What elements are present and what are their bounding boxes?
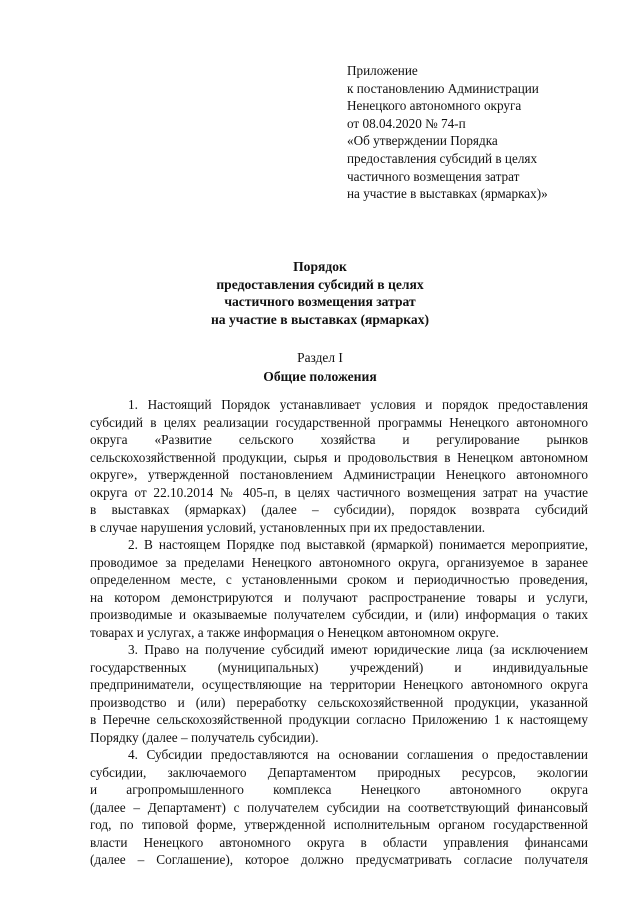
appendix-line: Ненецкого автономного округа [347,98,522,114]
text-line: округе», утвержденной постановлением Администрации Ненецкого автономного [90,467,588,482]
text-line: определенном месте, с установленными сроком и периодичностью проведения, [90,572,588,587]
title-line: частичного возмещения затрат [224,294,416,310]
text-line: (далее – Соглашение), которое должно предусматривать согласие получателя [90,852,588,867]
appendix-header [347,62,548,203]
text-line: год, по типовой форме, утвержденной исполнительным органом государственной [90,817,588,832]
text-line: на котором демонстрируются и получают распространение товары и услуги, [90,589,588,605]
text-line: (далее – Департамент) с получателем субсидии на соответствующий финансовый [90,799,588,815]
title-line: предоставления субсидий в целях [216,276,424,292]
text-line: производство и (или) переработку сельскохозяйственной продукции, указанной [90,694,588,710]
text-line: 1. Настоящий Порядок устанавливает условия и порядок предоставления [128,397,588,412]
text-line: власти Ненецкого автономного округа в области управления финансами [90,834,588,850]
text-line: в выставках (ярмарках) (далее – субсидии), порядок возврата субсидий [90,502,588,517]
text-line: Порядку (далее – получатель субсидии). [90,729,319,745]
paragraph-4 [90,746,588,869]
text-line: товарах и услугах, а также информация о Ненецком автономном округе. [90,624,499,640]
appendix-line: Приложение [347,63,418,78]
appendix-line: частичного возмещения затрат [347,168,520,184]
paragraph-3 [90,641,588,746]
text-line: 3. Право на получение субсидий имеют юридические лица (за исключением [128,642,588,657]
appendix-line: «Об утверждении Порядка [347,133,498,149]
document-body [90,396,588,869]
paragraph-2 [90,536,588,641]
section-number: Раздел I [297,350,343,365]
text-line: округа «Развитие сельского хозяйства и регулирование рынков [90,432,588,447]
text-line: предприниматели, осуществляющие на территории Ненецкого автономного округа [90,677,588,692]
text-line: 2. В настоящем Порядке под выставкой (ярмаркой) понимается мероприятие, [128,537,588,552]
text-line: проводимое за пределами Ненецкого автономного округа, организуемое в заранее [90,554,588,570]
text-line: и агропромышленного комплекса Ненецкого автономного округа [90,782,588,797]
appendix-line: к постановлению Администрации [347,80,539,96]
text-line: субсидии, заключаемого Департаментом природных ресурсов, экологии [90,764,588,780]
text-line: сельскохозяйственной продукции, сырья и продовольствия в Ненецком автономном [90,449,588,465]
appendix-line: на участие в выставках (ярмарках)» [347,186,548,202]
text-line: субсидий в целях реализации государственной программы Ненецкого автономного [90,414,588,430]
text-line: производимые и оказываемые получателем субсидии, и (или) информация о таких [90,607,588,622]
text-line: 4. Субсидии предоставляются на основании соглашения о предоставлении [128,747,588,762]
text-line: в Перечне сельскохозяйственной продукции согласно Приложению 1 к настоящему [90,712,588,727]
appendix-line: предоставления субсидий в целях [347,150,538,166]
text-line: в случае нарушения условий, установленных при их предоставлении. [90,519,486,535]
paragraph-1 [90,396,588,536]
text-line: государственных (муниципальных) учреждений) и индивидуальные [90,659,588,675]
text-line: округа от 22.10.2014 № 405-п, в целях частичного возмещения затрат на участие [90,484,588,500]
section-title: Общие положения [263,369,377,384]
document-title [0,258,640,328]
appendix-line: от 08.04.2020 № 74-п [347,115,466,131]
title-line: Порядок [293,259,347,274]
title-line: на участие в выставках (ярмарках) [210,311,430,327]
